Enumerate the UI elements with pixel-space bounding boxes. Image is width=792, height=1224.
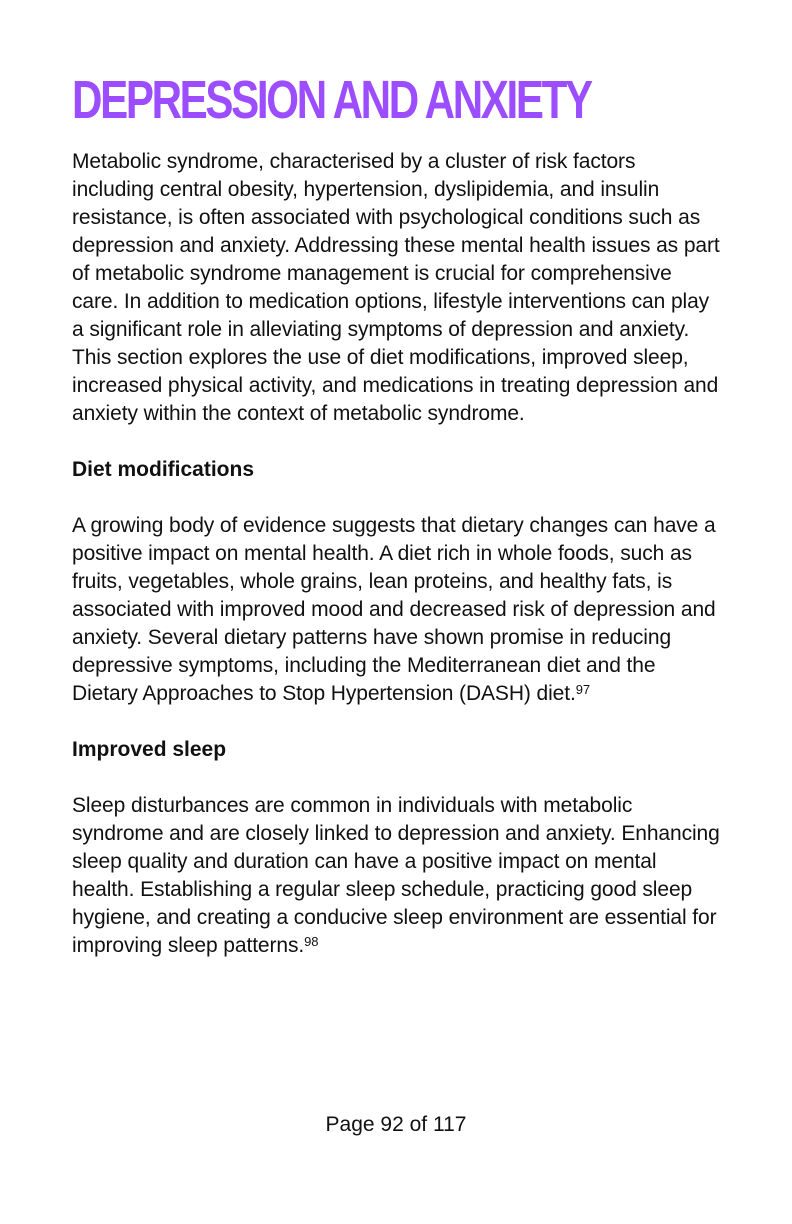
section-paragraph-sleep <box>72 792 722 960</box>
page-title: DEPRESSION AND ANXIETY <box>72 70 591 130</box>
footnote-ref-97: 97 <box>575 682 590 697</box>
section-text-diet: A growing body of evidence suggests that dietary changes can have a positive impact on mental health. A diet rich in whole foods, such as fruits, vegetables, whole grains, lean proteins, and healthy fats, is associated with improved mood and decreased risk of depression and anxiety. Several dietary patterns have shown promise in reducing depressive symptoms, including the Mediterranean diet and the Dietary Approaches to Stop Hypertension (DASH) diet. <box>72 514 716 705</box>
document-page <box>72 70 722 960</box>
section-heading-sleep: Improved sleep <box>72 738 227 761</box>
page-number: Page 92 of 117 <box>325 1113 467 1136</box>
footnote-ref-98: 98 <box>304 934 319 949</box>
section-heading-diet: Diet modifications <box>72 458 255 481</box>
section-paragraph-diet <box>72 512 722 708</box>
section-text-sleep: Sleep disturbances are common in individuals with metabolic syndrome and are closely linked to depression and anxiety. Enhancing sleep quality and duration can have a positive impact on mental health. Establishing a regular sleep schedule, practicing good sleep hygiene, and creating a conducive sleep environment are essential for improving sleep patterns. <box>72 794 720 957</box>
intro-paragraph: Metabolic syndrome, characterised by a cluster of risk factors including central obesity, hypertension, dyslipidemia, and insulin resistance, is often associated with psychological conditions such as depression and anxiety. Addressing these mental health issues as part of metabolic syndrome management is crucial for comprehensive care. In addition to medication options, lifestyle interventions can play a significant role in alleviating symptoms of depression and anxiety. This section explores the use of diet modifications, improved sleep, increased physical activity, and medications in treating depression and anxiety within the context of metabolic syndrome. <box>72 150 720 425</box>
